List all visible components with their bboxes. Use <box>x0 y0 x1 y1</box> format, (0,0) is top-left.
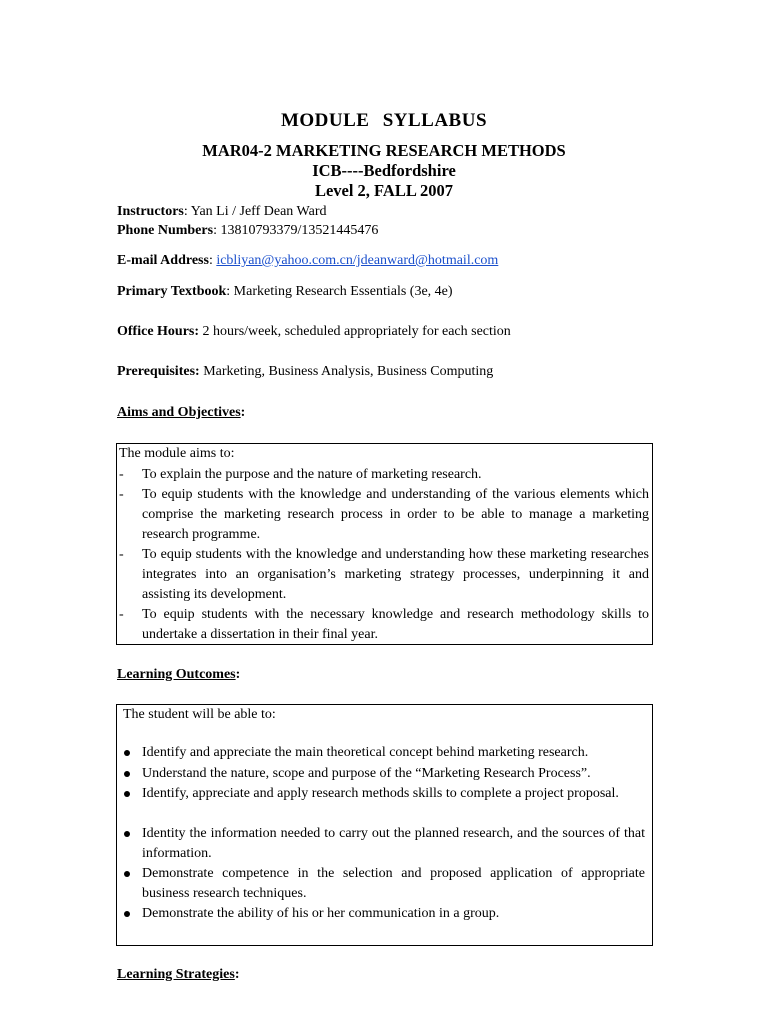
outcomes-heading-text: Learning Outcomes <box>117 667 236 682</box>
aims-item-text: To explain the purpose and the nature of marketing research. <box>142 467 482 482</box>
page-title: MODULE SYLLABUS <box>280 110 488 131</box>
dash-marker: - <box>119 607 124 622</box>
aims-item-text: To equip students with the knowledge and understanding of the various elements which comprise the marketing research process in order to be able to manage a marketing research programme. <box>142 487 649 542</box>
phone-label: Phone Numbers <box>117 223 214 238</box>
outcome-item-text: Understand the nature, scope and purpose of the “Marketing Research Process”. <box>142 766 591 781</box>
outcome-item-text: Identity the information needed to carry out the planned research, and the sources of that information. <box>142 826 645 861</box>
aims-box <box>116 443 653 645</box>
office-hours-value: 2 hours/week, scheduled appropriately for each section <box>199 324 511 339</box>
instructors-value: : Yan Li / Jeff Dean Ward <box>183 204 327 219</box>
outcomes-intro: The student will be able to: <box>123 707 276 722</box>
dash-marker: - <box>119 547 124 562</box>
aims-item-text: To equip students with the knowledge and understanding how these marketing researches integrates into an organisation’s marketing strategy processes, underpinning it and assisting its development. <box>142 547 649 602</box>
email-separator: : <box>208 253 217 268</box>
bullet-icon <box>124 750 130 756</box>
course-title: MAR04-2 MARKETING RESEARCH METHODS <box>202 141 566 160</box>
instructors-line <box>117 203 327 221</box>
email-label: E-mail Address <box>117 253 209 268</box>
bullet-icon <box>124 771 130 777</box>
textbook-value: : Marketing Research Essentials (3e, 4e) <box>226 284 453 299</box>
prerequisites-line <box>117 363 493 381</box>
aims-heading <box>117 404 245 422</box>
office-hours-label: Office Hours: <box>117 324 200 339</box>
outcome-item-text: Identify, appreciate and apply research methods skills to complete a project proposal. <box>142 786 619 801</box>
outcome-item-text: Identify and appreciate the main theoretical concept behind marketing research. <box>142 745 589 760</box>
dash-marker: - <box>119 487 124 502</box>
office-hours-line <box>117 323 511 341</box>
phone-value: : 13810793379/13521445476 <box>213 223 379 238</box>
aims-item-text: To equip students with the necessary knowledge and research methodology skills to undertake a dissertation in their final year. <box>142 607 649 642</box>
aims-heading-colon: : <box>240 405 246 420</box>
outcomes-box <box>116 704 653 946</box>
bullet-icon <box>124 831 130 837</box>
textbook-label: Primary Textbook <box>117 284 227 299</box>
institution-name: ICB----Bedfordshire <box>312 161 456 180</box>
strategies-heading <box>117 966 240 984</box>
outcome-item-text: Demonstrate the ability of his or her communication in a group. <box>142 906 500 921</box>
email-line <box>117 252 498 270</box>
strategies-heading-text: Learning Strategies <box>117 967 235 982</box>
dash-marker: - <box>119 467 124 482</box>
bullet-icon <box>124 911 130 917</box>
email-link[interactable]: icbliyan@yahoo.com.cn/jdeanward@hotmail.com <box>216 253 499 268</box>
aims-heading-text: Aims and Objectives <box>117 405 241 420</box>
strategies-heading-colon: : <box>234 967 240 982</box>
textbook-line <box>117 283 453 301</box>
term-line: Level 2, FALL 2007 <box>314 181 454 200</box>
aims-intro: The module aims to: <box>119 446 235 461</box>
outcomes-heading <box>117 666 240 684</box>
instructors-label: Instructors <box>117 204 184 219</box>
outcomes-heading-colon: : <box>235 667 241 682</box>
outcome-item-text: Demonstrate competence in the selection and proposed application of appropriate business research techniques. <box>142 866 645 901</box>
bullet-icon <box>124 871 130 877</box>
phone-line <box>117 222 378 240</box>
bullet-icon <box>124 791 130 797</box>
prerequisites-label: Prerequisites: <box>117 364 200 379</box>
prerequisites-value: Marketing, Business Analysis, Business Computing <box>199 364 494 379</box>
